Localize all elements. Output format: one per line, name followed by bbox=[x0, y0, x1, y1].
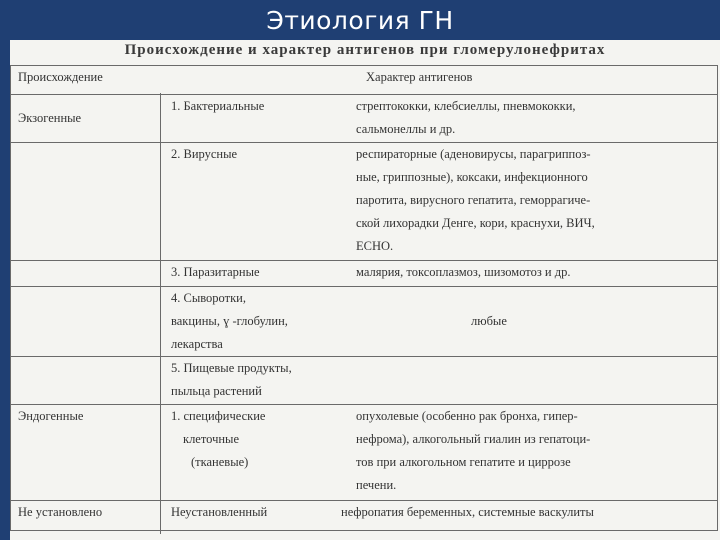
type-bacterial: 1. Бактериальные bbox=[171, 99, 265, 113]
type-line: лекарства bbox=[171, 337, 223, 351]
table-row bbox=[11, 404, 717, 500]
type-line: (тканевые) bbox=[191, 455, 249, 469]
detail-line: опухолевые (особенно рак бронха, гипер- bbox=[356, 409, 578, 423]
origin-exogenous: Экзогенные bbox=[18, 111, 82, 125]
type-line: пыльца растений bbox=[171, 384, 262, 398]
type-parasitic: 3. Паразитарные bbox=[171, 265, 260, 279]
slide-title: Этиология ГН bbox=[266, 6, 454, 35]
table-caption: Происхождение и характер антигенов при гломерулонефритах bbox=[124, 42, 606, 58]
origin-endogenous: Эндогенные bbox=[18, 409, 84, 423]
type-viral: 2. Вирусные bbox=[171, 147, 238, 161]
header-antigens: Характер антигенов bbox=[366, 70, 473, 84]
type-line: вакцины, ɣ -глобулин, bbox=[171, 314, 288, 328]
detail-line: респираторные (аденовирусы, парагриппоз- bbox=[356, 147, 591, 161]
table-row bbox=[11, 356, 717, 404]
detail-line: ECHO. bbox=[356, 239, 394, 253]
table-row bbox=[11, 260, 717, 286]
detail-line: сальмонеллы и др. bbox=[356, 122, 456, 136]
table-row bbox=[11, 286, 717, 356]
detail-line: малярия, токсоплазмоз, шизомотоз и др. bbox=[356, 265, 571, 279]
detail-line: ской лихорадки Денге, кори, краснухи, ВИЧ, bbox=[356, 216, 595, 230]
type-line: клеточные bbox=[183, 432, 240, 446]
table-row bbox=[11, 142, 717, 260]
detail-line: тов при алкогольном гепатите и циррозе bbox=[356, 455, 571, 469]
table-row bbox=[11, 94, 717, 142]
detail-line: нефропатия беременных, системные васкулиты bbox=[341, 505, 594, 519]
table-row bbox=[11, 500, 717, 530]
detail-line: печени. bbox=[356, 478, 397, 492]
detail-line: стрептококки, клебсиеллы, пневмококки, bbox=[356, 99, 576, 113]
type-line: Неустановленный bbox=[171, 505, 268, 519]
scanned-table-page bbox=[10, 40, 720, 540]
column-divider bbox=[160, 93, 161, 534]
detail-line: паротита, вирусного гепатита, геморрагиче- bbox=[356, 193, 591, 207]
table-header-row bbox=[11, 66, 717, 94]
detail-line: нефрома), алкогольный гиалин из гепатоци- bbox=[356, 432, 591, 446]
detail-line: любые bbox=[471, 314, 507, 328]
type-line: 1. специфические bbox=[171, 409, 266, 423]
detail-line: ные, гриппозные), коксаки, инфекционного bbox=[356, 170, 588, 184]
type-line: 4. Сыворотки, bbox=[171, 291, 246, 305]
type-line: 5. Пищевые продукты, bbox=[171, 361, 292, 375]
antigen-table bbox=[10, 65, 718, 531]
origin-unknown: Не установлено bbox=[18, 505, 103, 519]
header-origin: Происхождение bbox=[18, 70, 103, 84]
